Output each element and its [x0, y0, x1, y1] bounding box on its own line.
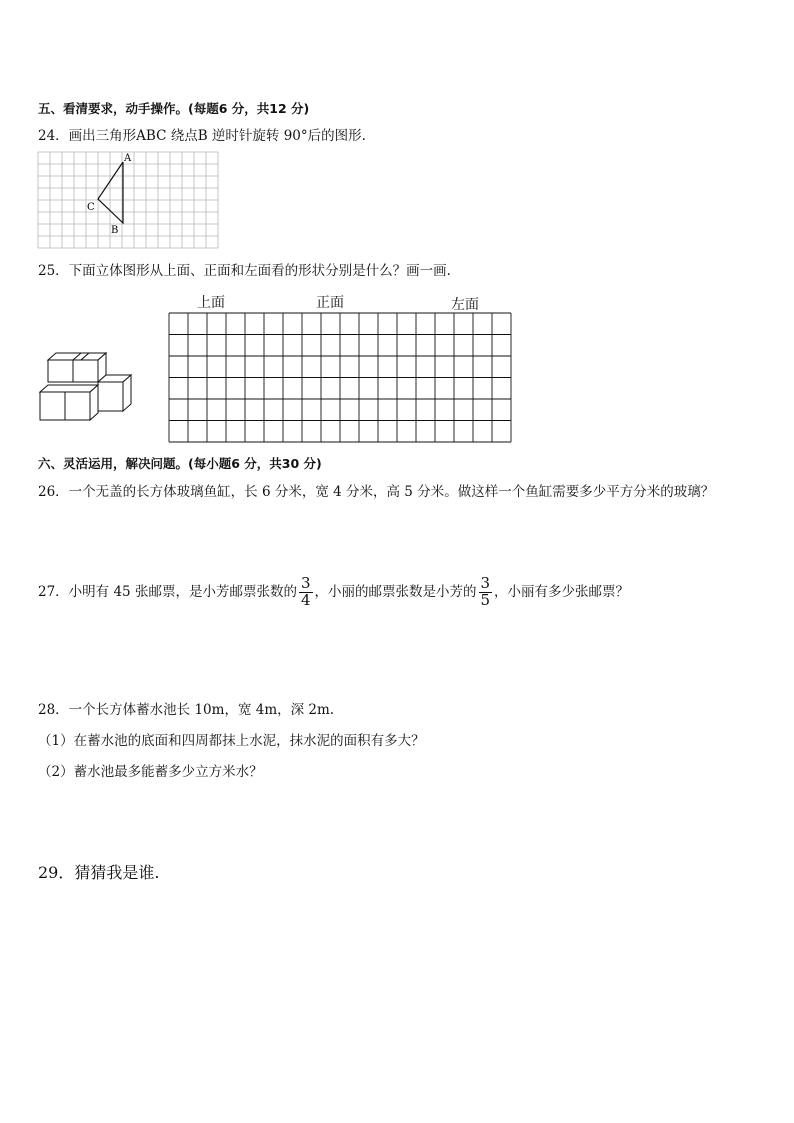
fraction-three-fourths [299, 576, 313, 609]
q25-drawing-grid [169, 313, 511, 442]
label-top-view: 上面 [197, 295, 225, 311]
question-25: 25．下面立体图形从上面、正面和左面看的形状分别是什么？画一画. [38, 263, 451, 279]
question-28-part-2: （2）蓄水池最多能蓄多少立方米水？ [38, 764, 263, 780]
section-5-heading: 五、看清要求，动手操作。(每题6 分，共12 分) [38, 101, 310, 116]
fraction-denominator: 4 [300, 590, 311, 609]
question-24: 24．画出三角形ABC 绕点B 逆时针旋转 90°后的图形. [38, 128, 366, 144]
q27-text-part1: 27．小明有 45 张邮票，是小芳邮票张数的 [38, 583, 297, 600]
label-left-view: 左面 [451, 297, 479, 313]
q24-grid-figure [38, 152, 218, 248]
triangle-abc [98, 162, 123, 223]
cube-stack-figure [38, 352, 134, 422]
point-label-c: C [87, 202, 95, 213]
fraction-numerator: 3 [480, 574, 491, 592]
point-label-b: B [111, 225, 119, 236]
question-27 [38, 576, 629, 609]
fraction-three-fifths [479, 576, 493, 609]
question-28: 28．一个长方体蓄水池长 10m，宽 4m，深 2m. [38, 702, 335, 718]
question-29: 29．猜猜我是谁. [38, 863, 160, 882]
question-26: 26．一个无盖的长方体玻璃鱼缸，长 6 分米，宽 4 分米，高 5 分米。做这样一个鱼缸需要多少平方分米的玻璃？ [38, 484, 715, 500]
q27-text-part3: ，小丽有多少张邮票？ [494, 583, 630, 600]
fraction-numerator: 3 [300, 574, 311, 592]
question-28-part-1: （1）在蓄水池的底面和四周都抹上水泥，抹水泥的面积有多大？ [38, 733, 425, 749]
label-front-view: 正面 [316, 295, 344, 311]
fraction-denominator: 5 [480, 590, 491, 609]
section-6-heading: 六、灵活运用，解决问题。(每小题6 分，共30 分) [38, 456, 322, 471]
q27-text-part2: ，小丽的邮票张数是小芳的 [314, 583, 477, 600]
point-label-a: A [124, 153, 132, 164]
